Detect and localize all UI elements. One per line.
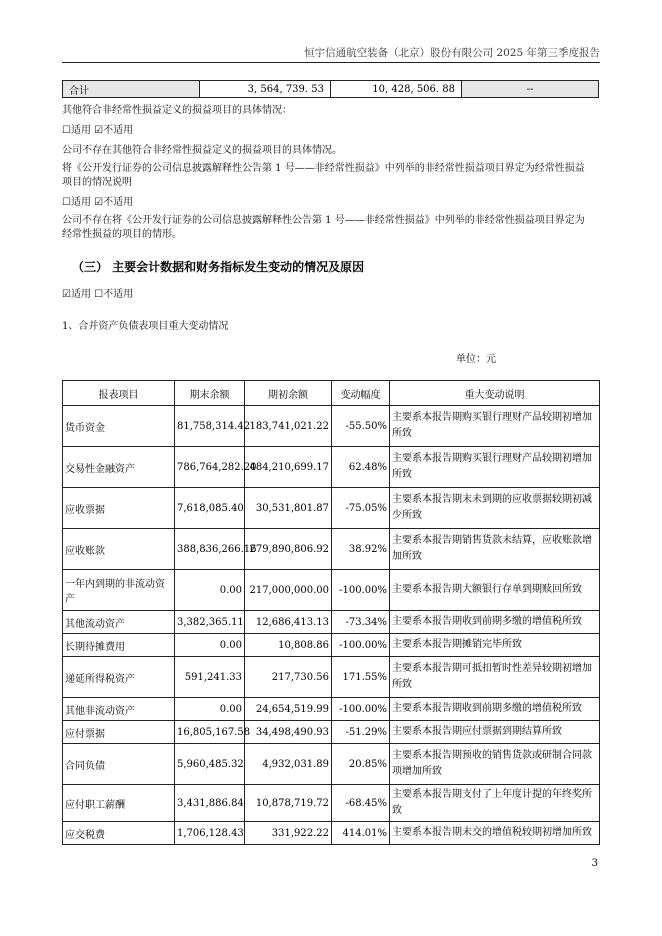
row-change: 171.55% [332,657,390,698]
table-row [63,698,600,721]
row-change: -51.29% [332,721,390,744]
row-reason: 主要系本报告期购买银行理财产品较期初增加所致 [390,406,600,447]
row-reason: 主要系本报告期未交的增值税较期初增加所致 [390,822,600,845]
row-reason: 主要系本报告期支付了上年度计提的年终奖所致 [390,785,600,822]
row-item: 一年内到期的非流动资产 [63,570,175,611]
paragraph-reclass-line1: 将《公开发行证券的公司信息披露解释性公告第 1 号——非经常性损益》中列举的非经常性损益项目界定为经常性损益 [62,163,585,174]
row-begin: 183,741,021.22 [245,406,332,447]
row-begin: 217,000,000.00 [245,570,332,611]
row-item: 其他流动资产 [63,611,175,634]
totals-row [63,81,599,98]
totals-ytd: 10, 428, 506. 88 [331,81,462,98]
table-row [63,721,600,744]
row-reason: 主要系本报告期大额银行存单到期赎回所致 [390,570,600,611]
table-row [63,570,600,611]
row-begin: 10,808.86 [245,634,332,657]
row-item: 货币资金 [63,406,175,447]
row-begin: 10,878,719.72 [245,785,332,822]
table-row [63,744,600,785]
row-end: 0.00 [175,698,245,721]
table-row [63,406,600,447]
row-end: 5,960,485.32 [175,744,245,785]
totals-table [62,80,599,98]
paragraph-no-reclass-line2: 经常性损益的项目的情形。 [62,229,182,240]
totals-note: -- [462,81,599,98]
row-change: -55.50% [332,406,390,447]
paragraph-other-items: 其他符合非经常性损益定义的损益项目的具体情况： [62,105,292,116]
row-item: 应收票据 [63,488,175,529]
row-end: 0.00 [175,570,245,611]
totals-label: 合计 [63,81,200,98]
header-rule [62,62,600,63]
row-reason: 主要系本报告期末未到期的应收票据较期初减少所致 [390,488,600,529]
row-begin: 279,890,806.92 [245,529,332,570]
table-row [63,634,600,657]
checkbox-applicable-3: ☑适用 ☐不适用 [62,289,134,300]
header-item: 报表项目 [63,381,175,406]
row-change: 20.85% [332,744,390,785]
section-title: （三） 主要会计数据和财务指标发生变动的情况及原因 [72,260,365,274]
row-reason: 主要系本报告期应付票据到期结算所致 [390,721,600,744]
row-item: 应交税费 [63,822,175,845]
row-reason: 主要系本报告期销售货款未结算，应收账款增加所致 [390,529,600,570]
checkbox-applicable-1: ☐适用 ☑不适用 [62,125,134,136]
row-change: -68.45% [332,785,390,822]
row-begin: 484,210,699.17 [245,447,332,488]
header-change: 变动幅度 [332,381,390,406]
table-row [63,529,600,570]
row-begin: 4,932,031.89 [245,744,332,785]
totals-current: 3, 564, 739. 53 [200,81,331,98]
row-item: 应付职工薪酬 [63,785,175,822]
row-begin: 331,922.22 [245,822,332,845]
page-number: 3 [591,858,598,869]
row-end: 1,706,128.43 [175,822,245,845]
unit-label: 单位：元 [456,354,496,365]
balance-sheet-changes-table [62,380,600,845]
paragraph-reclass-line2: 项目的情况说明 [62,177,132,188]
row-begin: 217,730.56 [245,657,332,698]
paragraph-no-other-items: 公司不存在其他符合非经常性损益定义的损益项目的具体情况。 [62,145,342,156]
report-header: 恒宇信通航空装备（北京）股份有限公司 2025 年第三季度报告 [304,47,600,59]
row-end: 7,618,085.40 [175,488,245,529]
row-item: 交易性金融资产 [63,447,175,488]
row-change: -100.00% [332,698,390,721]
row-begin: 34,498,490.93 [245,721,332,744]
table-row [63,447,600,488]
row-change: 38.92% [332,529,390,570]
paragraph-no-reclass-line1: 公司不存在将《公开发行证券的公司信息披露解释性公告第 1 号——非经常性损益》中列举的非经常性损益项目界定为 [62,215,585,226]
row-end: 388,836,266.16 [175,529,245,570]
table-row [63,488,600,529]
row-reason: 主要系本报告期购买银行理财产品较期初增加所致 [390,447,600,488]
row-reason: 主要系本报告期预收的销售货款或研制合同款项增加所致 [390,744,600,785]
row-reason: 主要系本报告期可抵扣暂时性差异较期初增加所致 [390,657,600,698]
row-reason: 主要系本报告期收到前期多缴的增值税所致 [390,698,600,721]
row-end: 0.00 [175,634,245,657]
header-begin-balance: 期初余额 [245,381,332,406]
row-change: 414.01% [332,822,390,845]
header-end-balance: 期末余额 [175,381,245,406]
table-header-row [63,381,600,406]
row-end: 81,758,314.42 [175,406,245,447]
row-item: 应付票据 [63,721,175,744]
row-end: 16,805,167.58 [175,721,245,744]
row-change: -73.34% [332,611,390,634]
row-change: 62.48% [332,447,390,488]
table-row [63,785,600,822]
table-row [63,611,600,634]
table-row [63,657,600,698]
row-change: -100.00% [332,634,390,657]
row-end: 786,764,282.20 [175,447,245,488]
row-reason: 主要系本报告期收到前期多缴的增值税所致 [390,611,600,634]
row-begin: 12,686,413.13 [245,611,332,634]
row-item: 应收账款 [63,529,175,570]
row-begin: 30,531,801.87 [245,488,332,529]
row-reason: 主要系本报告期摊销完毕所致 [390,634,600,657]
row-change: -100.00% [332,570,390,611]
row-end: 3,382,365.11 [175,611,245,634]
row-end: 591,241.33 [175,657,245,698]
row-item: 合同负债 [63,744,175,785]
row-end: 3,431,886.84 [175,785,245,822]
row-item: 长期待摊费用 [63,634,175,657]
checkbox-applicable-2: ☐适用 ☑不适用 [62,197,134,208]
row-begin: 24,654,519.99 [245,698,332,721]
row-change: -75.05% [332,488,390,529]
section-subtitle: 1、合并资产负债表项目重大变动情况 [62,321,229,332]
table-row [63,822,600,845]
row-item: 递延所得税资产 [63,657,175,698]
header-reason: 重大变动说明 [390,381,600,406]
row-item: 其他非流动资产 [63,698,175,721]
